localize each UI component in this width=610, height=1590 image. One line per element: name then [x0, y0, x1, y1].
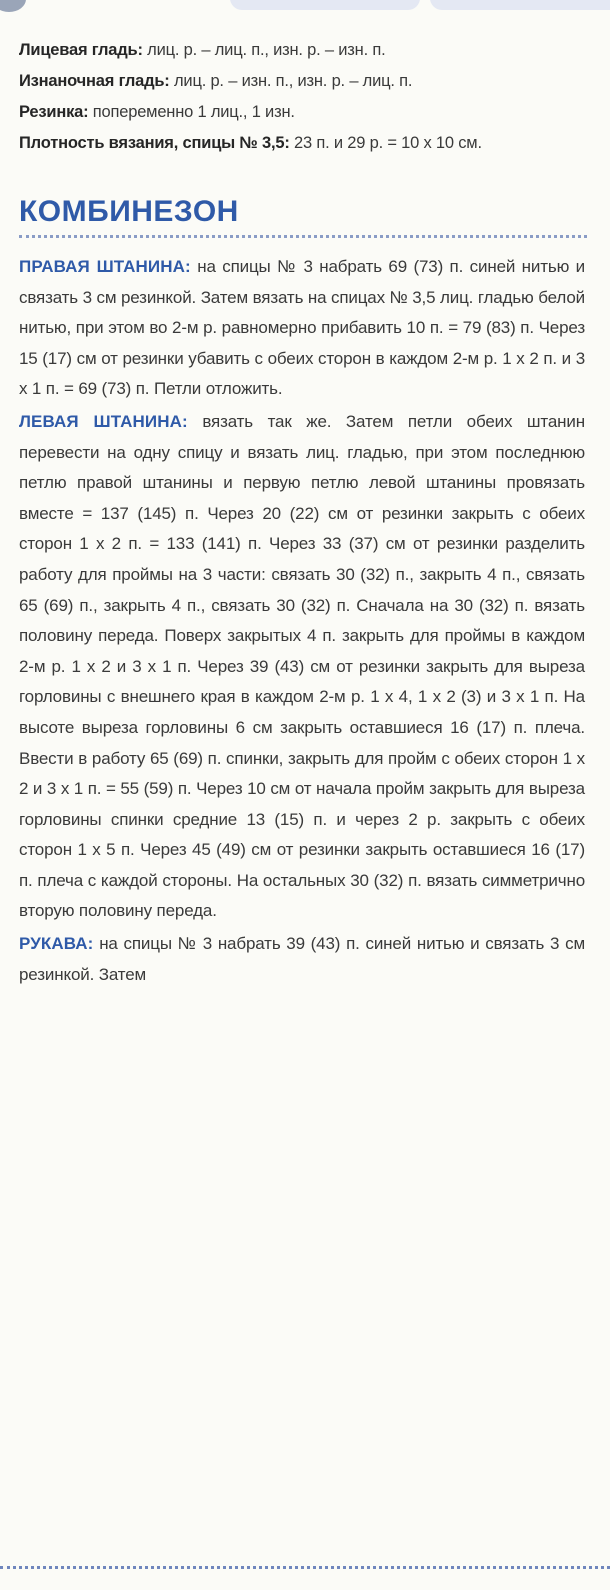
section-divider [19, 235, 587, 238]
definition-text: лиц. р. – лиц. п., изн. р. – изн. п. [142, 41, 386, 59]
page-header-decoration [0, 0, 610, 14]
definition-term: Резинка: [19, 103, 89, 121]
stitch-definitions [19, 36, 585, 157]
instruction-paragraph [19, 929, 585, 990]
article-body [19, 36, 585, 992]
definition-text: 23 п. и 29 р. = 10 х 10 см. [289, 134, 482, 152]
paragraph-subhead: РУКАВА: [19, 934, 94, 954]
definition-row [19, 129, 585, 157]
paragraph-text: на спицы № 3 набрать 39 (43) п. синей нитью и связать 3 см резинкой. Затем [19, 934, 585, 984]
instruction-paragraph [19, 252, 585, 405]
paragraph-subhead: ЛЕВАЯ ШТАНИНА: [19, 411, 188, 431]
instruction-paragraph [19, 407, 585, 927]
definition-row [19, 98, 585, 126]
paragraph-text: на спицы № 3 набрать 69 (73) п. синей нитью и связать 3 см резинкой. Затем вязать на спицах № 3,5 лиц. гладью белой нитью, при этом во 2-м р. равномерно прибавить 10 п. = 79 (83) п. Через 15 (17) см от резинки убавить с обеих сторон в каждом 2-м р. 1 х 2 п. и 3 х 1 п. = 69 (73) п. Петли отложить. [19, 257, 586, 399]
definition-term: Изнаночная гладь: [19, 72, 170, 90]
definition-term: Лицевая гладь: [19, 41, 143, 59]
definition-text: попеременно 1 лиц., 1 изн. [88, 103, 295, 121]
definition-text: лиц. р. – изн. п., изн. р. – лиц. п. [169, 72, 413, 90]
definition-term: Плотность вязания, спицы № 3,5: [19, 134, 290, 152]
paragraph-text: вязать так же. Затем петли обеих штанин перевести на одну спицу и вязать лиц. гладью, при этом последнюю петлю правой штанины и первую петлю левой штанины провязать вместе = 137 (145) п. Через 20 (22) см от резинки закрыть с обеих сторон 1 х 2 п. = 133 (141) п. Через 33 (37) см от резинки разделить работу для проймы на 3 части: связать 30 (32) п., закрыть 4 п., связать 65 (69) п., закрыть 4 п., связать 30 (32) п. Сначала на 30 (32) п. вязать половину переда. Поверх закрытых 4 п. закрыть для проймы в каждом 2-м р. 1 х 2 и 3 х 1 п. Через 39 (43) см от резинки закрыть для выреза горловины с внешнего края в каждом 2-м р. 1 х 4, 1 х 2 (3) и 3 х 1 п. На высоте выреза горловины 6 см закрыть оставшиеся 16 (17) п. плеча. Ввести в работу 65 (69) п. спинки, закрыть для пройм с обеих сторон 1 х 2 и 3 х 1 п. = 55 (59) п. Через 10 см от начала пройм закрыть для выреза горловины спинки средние 13 (15) п. и через 2 р. закрыть с обеих сторон 1 х 5 п. Через 45 (49) см от резинки закрыть оставшиеся 16 (17) п. плеча с каждой стороны. На остальных 30 (32) п. вязать симметрично вторую половину переда. [19, 411, 585, 921]
instructions [19, 252, 585, 990]
definition-row [19, 36, 585, 64]
section-title: КОМБИНЕЗОН [19, 195, 239, 228]
header-tab-decoration [230, 0, 420, 10]
corner-decoration [0, 0, 26, 12]
header-tab-decoration [430, 0, 610, 10]
definition-row [19, 67, 585, 95]
paragraph-subhead: ПРАВАЯ ШТАНИНА: [19, 257, 191, 276]
page-bottom-divider [0, 1566, 610, 1569]
